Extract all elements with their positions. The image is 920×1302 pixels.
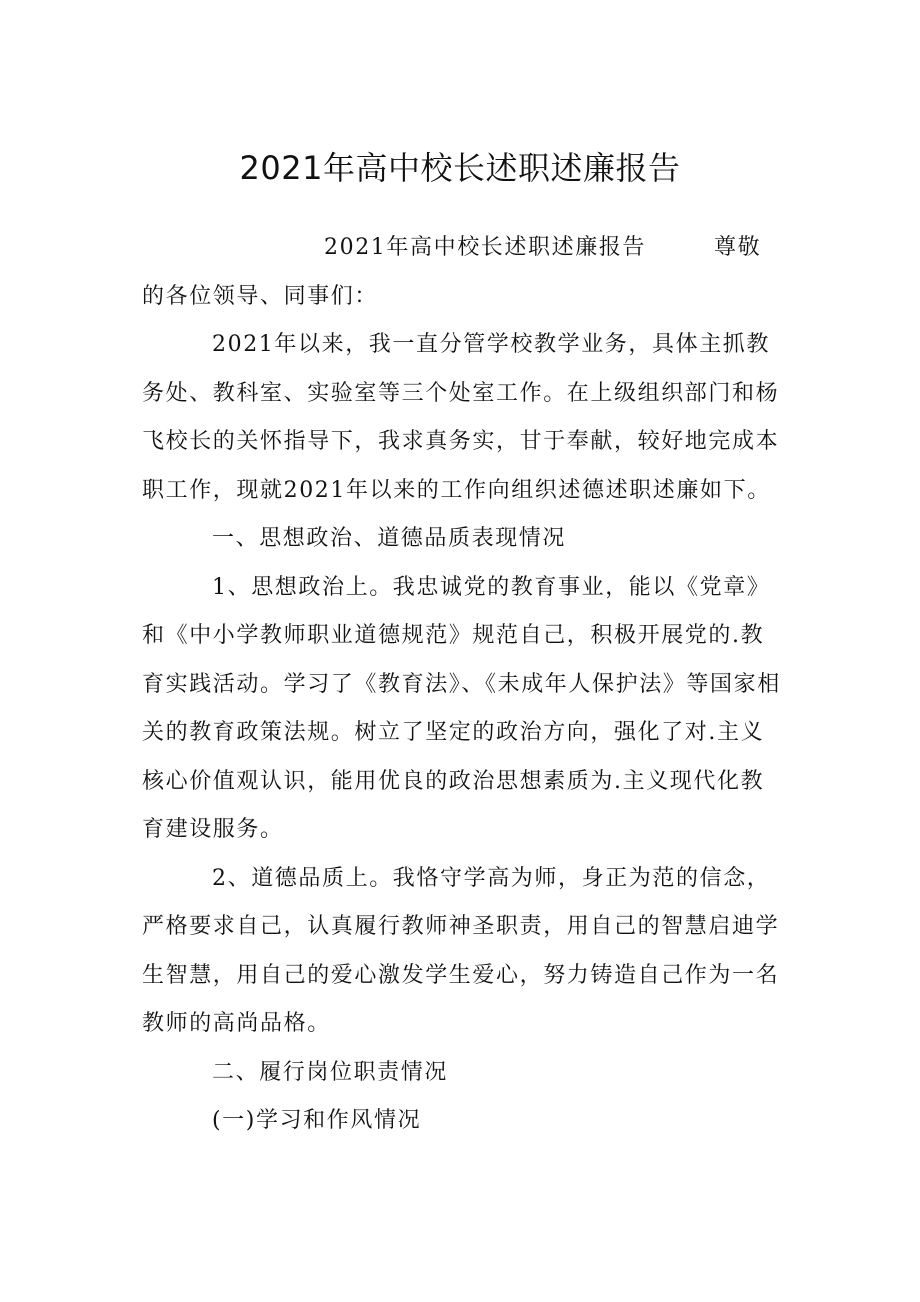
paragraph-political: 1、思想政治上。我忠诚党的教育事业，能以《党章》和《中小学教师职业道德规范》规范自己，积极开展党的.教育实践活动。学习了《教育法》、《未成年人保护法》等国家相关的教育政策法规。树立了坚定的政治方向，强化了对.主义核心价值观认识，能用优良的政治思想素质为.主义现代化教育建设服务。 bbox=[142, 574, 781, 842]
document-body bbox=[142, 224, 782, 1146]
paragraph-moral: 2、道德品质上。我恪守学高为师，身正为范的信念，严格要求自己，认真履行教师神圣职责，用自己的智慧启迪学生智慧，用自己的爱心激发学生爱心，努力铸造自己作为一名教师的高尚品格。 bbox=[142, 865, 780, 1036]
paragraph-overview: 2021年以来，我一直分管学校教学业务，具体主抓教务处、教科室、实验室等三个处室工作。在上级组织部门和杨飞校长的关怀指导下，我求真务实，甘于奉献，较好地完成本职工作，现就2021年以来的工作向组织述德述职述廉如下。 bbox=[142, 332, 780, 503]
intro-line bbox=[142, 224, 782, 321]
subsection-heading-1: (一)学习和作风情况 bbox=[212, 1108, 422, 1133]
section-heading-2: 二、履行岗位职责情况 bbox=[212, 1059, 449, 1085]
document-title: 2021年高中校长述职述廉报告 bbox=[239, 149, 681, 187]
intro-title: 2021年高中校长述职述廉报告 bbox=[324, 235, 646, 260]
section-heading-1: 一、思想政治、道德品质表现情况 bbox=[212, 526, 567, 551]
salutation: 尊敬的各位领导、同事们： bbox=[142, 235, 762, 309]
